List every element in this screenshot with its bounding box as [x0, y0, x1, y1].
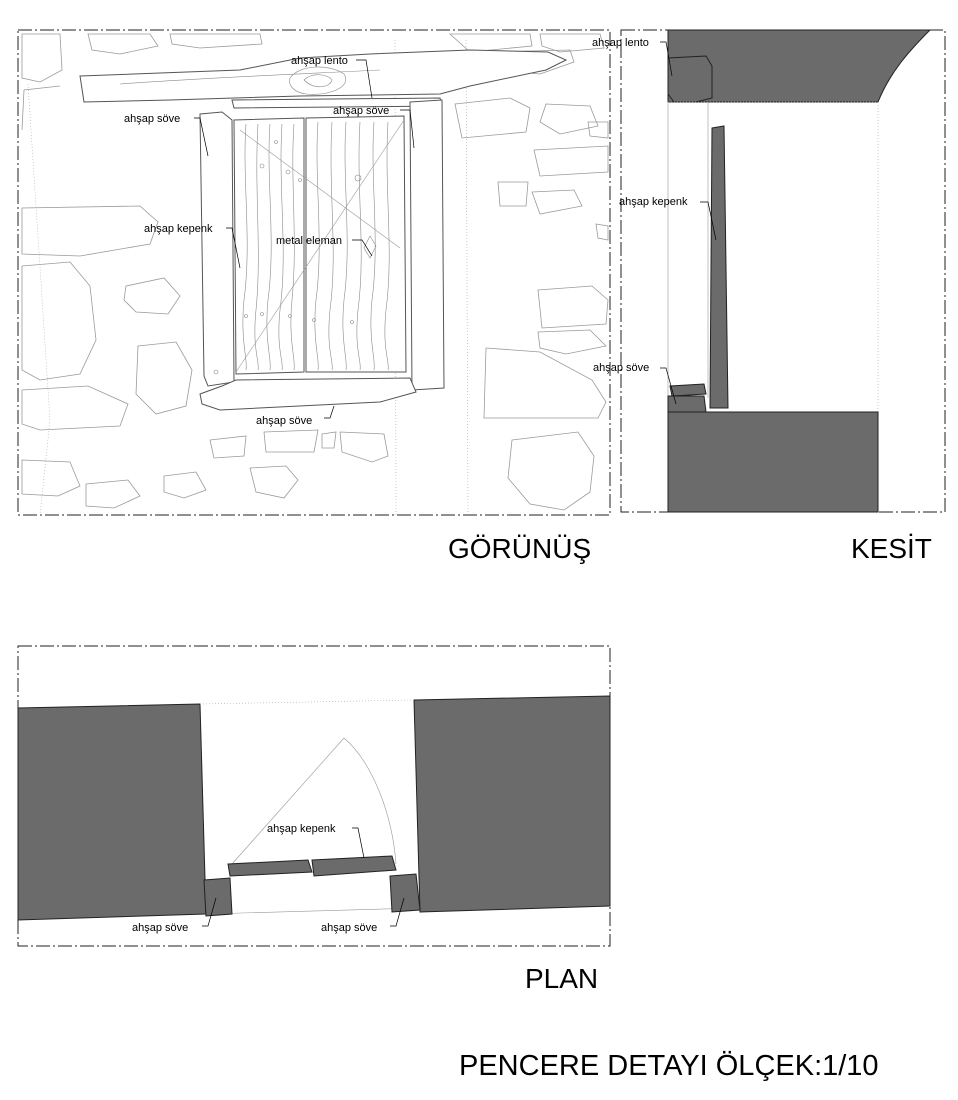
sheet-title: PENCERE DETAYI ÖLÇEK:1/10	[459, 1050, 879, 1082]
label-lento: ahşap lento	[291, 55, 348, 67]
section-wall-bottom	[668, 412, 878, 512]
section-lintel	[668, 56, 712, 102]
section-shutter	[710, 126, 728, 408]
section-jamb-lower	[668, 396, 706, 412]
plan-label-sove-right: ahşap söve	[321, 922, 378, 934]
label-sove-top: ahşap söve	[333, 105, 390, 117]
plan-shutter-left	[228, 860, 312, 876]
plan-wall-left	[18, 704, 206, 920]
section-label-lento: ahşap lento	[592, 37, 649, 49]
section-view	[592, 30, 945, 564]
plan-view	[18, 646, 610, 994]
plan-shutter-right	[312, 856, 396, 876]
plan-wall-right	[414, 696, 610, 912]
label-kepenk: ahşap kepenk	[144, 223, 213, 235]
plan-jamb-left	[204, 878, 232, 916]
label-metal-eleman: metal eleman	[276, 235, 343, 247]
elevation-view	[18, 30, 610, 564]
label-sove-bottom: ahşap söve	[256, 415, 313, 427]
wood-jamb-left	[200, 112, 234, 386]
wood-jamb-bottom	[200, 378, 416, 410]
section-label-sove: ahşap söve	[593, 362, 650, 374]
section-jamb-upper	[670, 384, 706, 396]
plan-title: PLAN	[525, 963, 599, 994]
wood-jamb-right	[410, 100, 444, 390]
section-label-kepenk: ahşap kepenk	[619, 196, 688, 208]
plan-jamb-right	[390, 874, 420, 912]
plan-label-sove-left: ahşap söve	[132, 922, 189, 934]
plan-label-kepenk: ahşap kepenk	[267, 823, 336, 835]
label-sove-left: ahşap söve	[124, 113, 181, 125]
elevation-title: GÖRÜNÜŞ	[448, 533, 592, 564]
section-title: KESİT	[851, 533, 932, 564]
